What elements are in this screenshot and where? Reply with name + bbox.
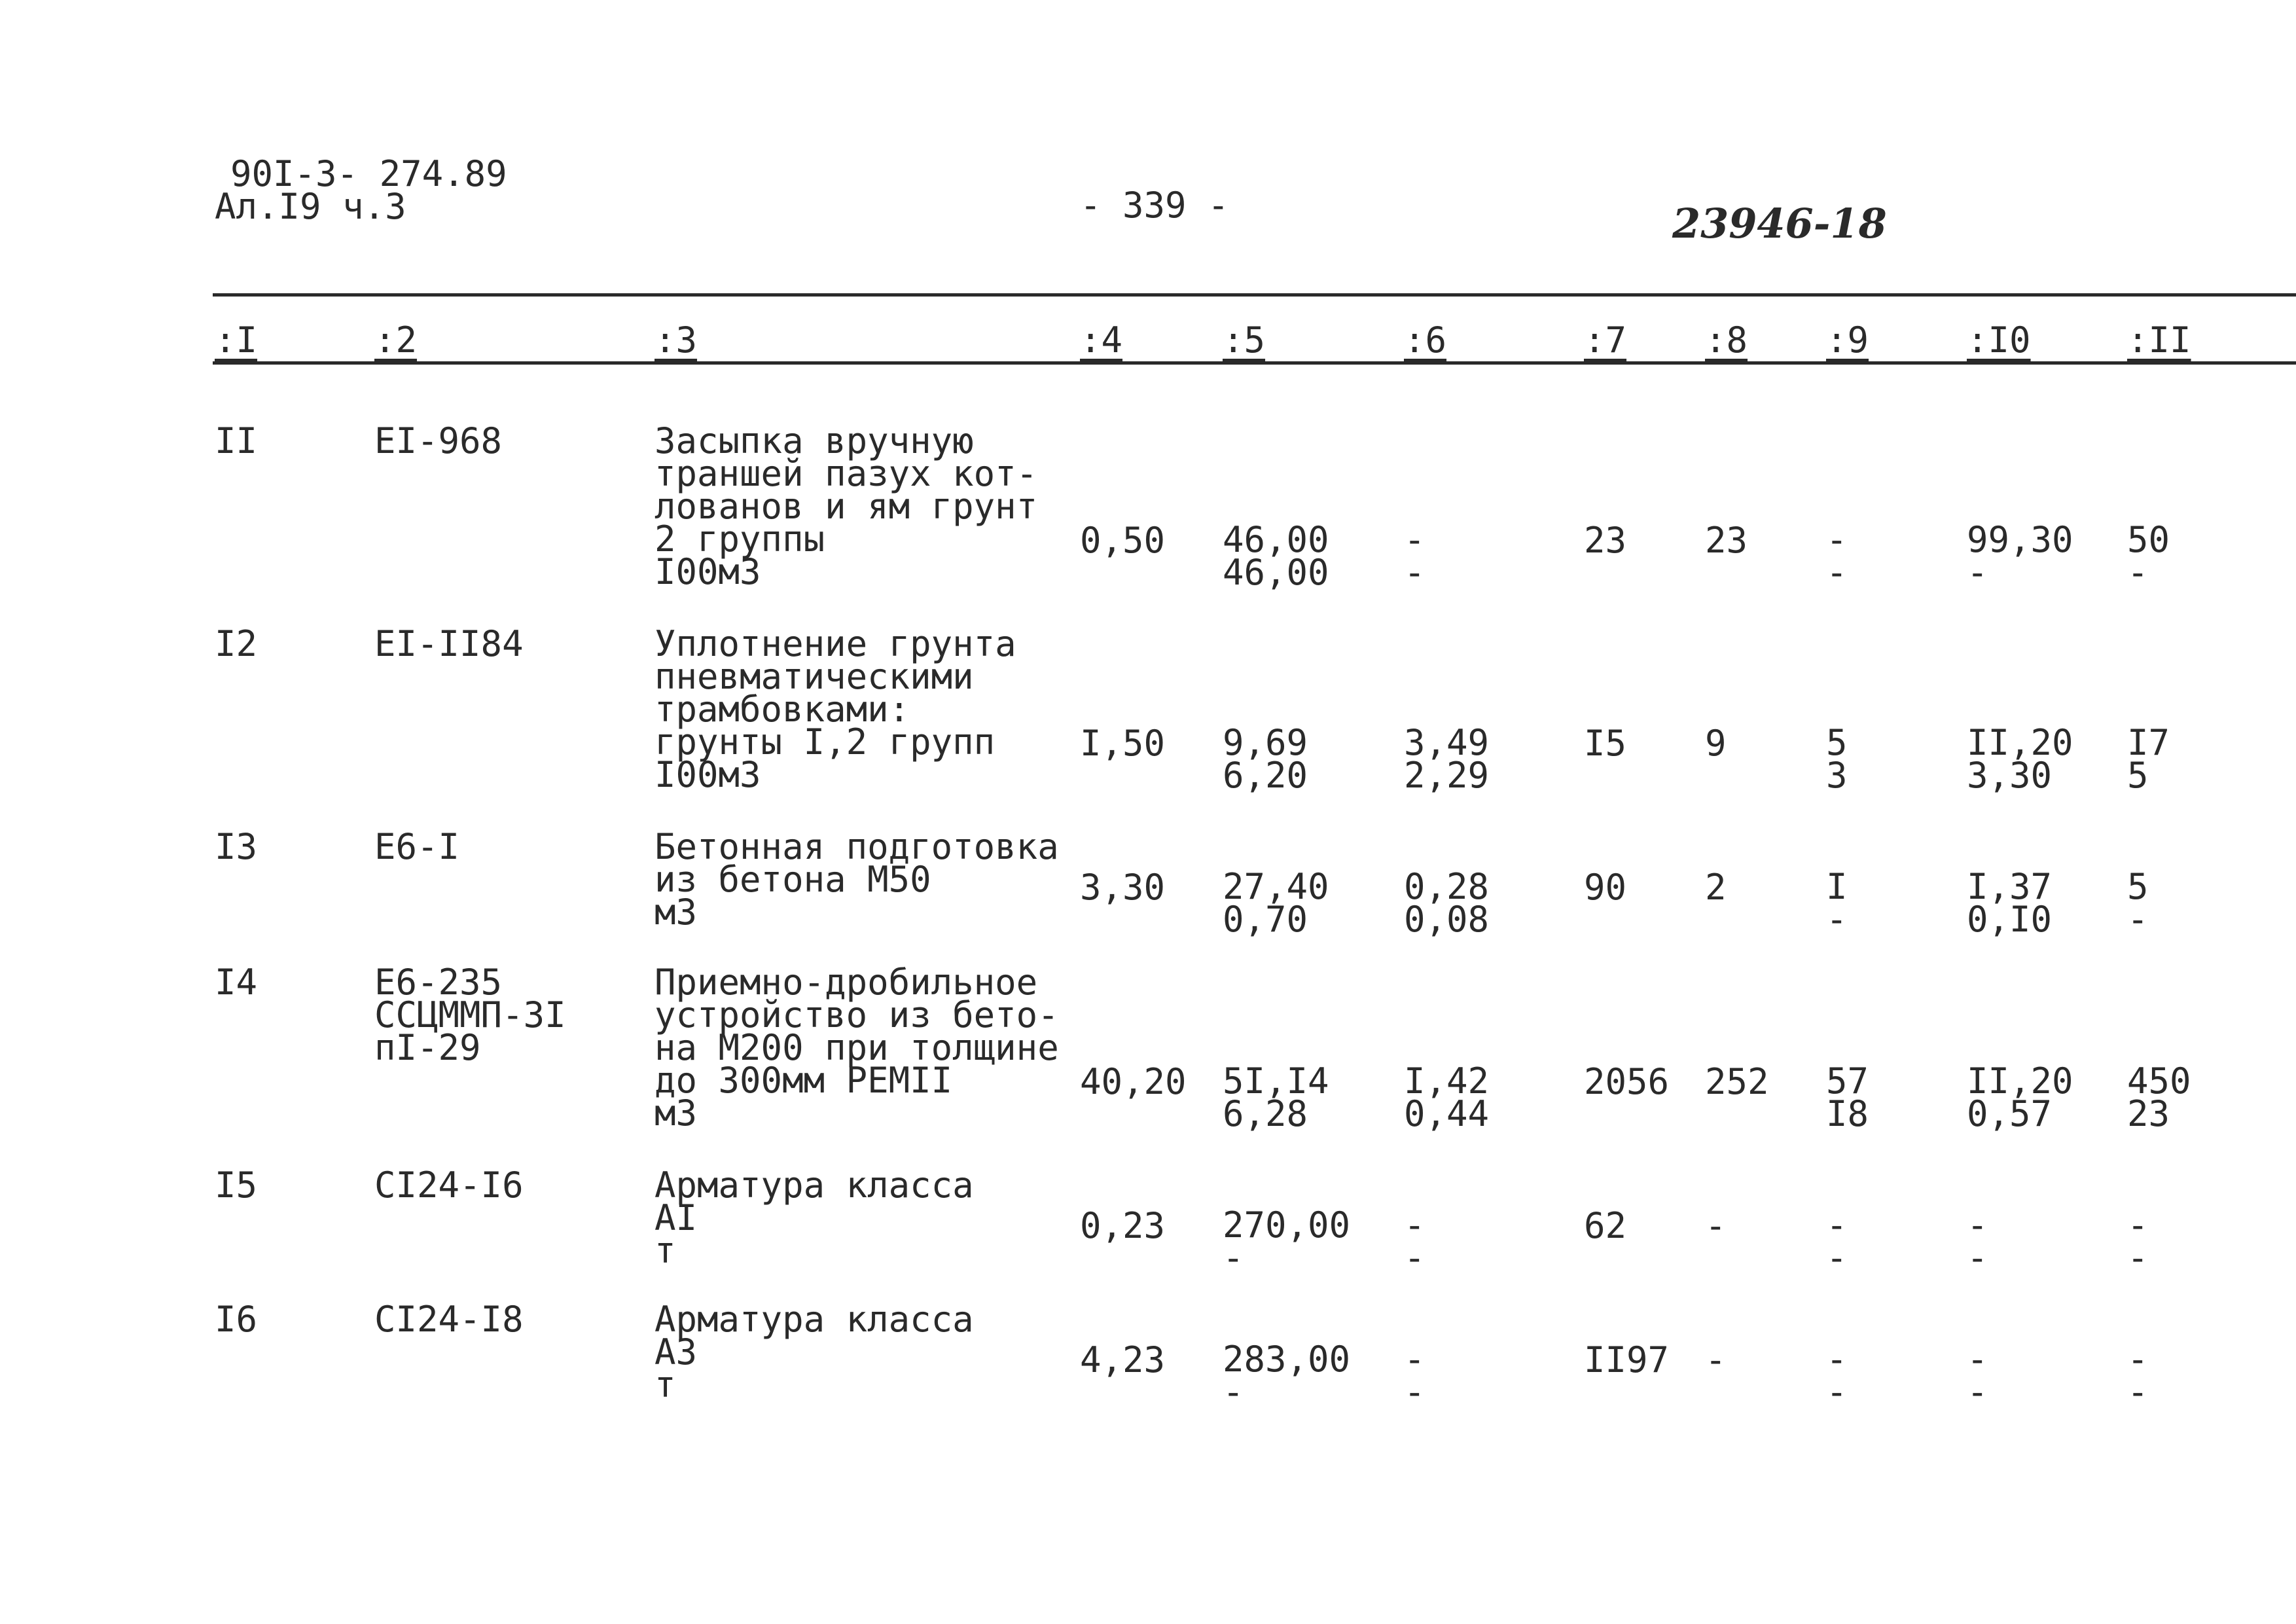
row-number: I4 — [215, 962, 258, 1003]
labor-unit-value: - — [1967, 1237, 1988, 1278]
labor-unit-value: II,20 — [1967, 1060, 2073, 1102]
row-number: I5 — [215, 1164, 258, 1206]
machine-cost-value: - — [1404, 1339, 1426, 1380]
labor-unit-value: - — [1967, 1371, 1988, 1413]
total-cost-value: 2056 — [1584, 1061, 1670, 1102]
unit-cost-value: 6,28 — [1223, 1093, 1308, 1134]
unit-cost-value: 27,40 — [1223, 866, 1329, 907]
work-description: Засыпка вручную — [655, 420, 974, 461]
column-header-7: :7 — [1584, 319, 1627, 361]
labor-unit-value: 0,I0 — [1967, 899, 2053, 940]
document-code: 90I-3- 274.89 — [230, 153, 507, 194]
work-description: Арматура класса — [655, 1299, 974, 1340]
machine-cost-value: 3,49 — [1404, 722, 1490, 763]
labor-total-value: - — [2127, 899, 2149, 940]
unit-cost-value: 283,00 — [1223, 1339, 1351, 1380]
work-description: 2 группы — [655, 518, 825, 560]
quantity-value: 3,30 — [1080, 867, 1166, 908]
column-header-2: :2 — [374, 319, 418, 361]
work-description: Арматура класса — [655, 1164, 974, 1206]
wage-value: 23 — [1705, 520, 1748, 561]
quantity-value: 0,50 — [1080, 520, 1166, 561]
labor-unit-value: - — [1967, 1204, 1988, 1246]
wage-value: 2 — [1705, 867, 1727, 908]
machine-cost-value: - — [1404, 519, 1426, 560]
quantity-value: I,50 — [1080, 723, 1166, 764]
total-cost-value: 23 — [1584, 520, 1627, 561]
album-reference: Ал.I9 ч.3 — [215, 186, 406, 227]
work-description: т — [655, 1364, 676, 1405]
work-description: м3 — [655, 892, 698, 933]
top-rule — [213, 293, 2296, 297]
machine-cost-value: 0,44 — [1404, 1093, 1490, 1134]
norm-code: EI-968 — [374, 420, 503, 461]
operation-value: I8 — [1826, 1093, 1869, 1134]
machine-cost-value: - — [1404, 1237, 1426, 1278]
unit-cost-value: - — [1223, 1371, 1244, 1413]
wage-value: 9 — [1705, 723, 1727, 764]
norm-code: CI24-I8 — [374, 1299, 524, 1340]
handwritten-number: 23946-18 — [1672, 200, 1887, 247]
norm-code: пI-29 — [374, 1027, 481, 1068]
column-header-1: :I — [215, 319, 258, 361]
norm-code: CI24-I6 — [374, 1164, 524, 1206]
labor-total-value: - — [2127, 1371, 2149, 1413]
machine-cost-value: I,42 — [1404, 1060, 1490, 1102]
column-header-10: :I0 — [1967, 319, 2031, 361]
total-cost-value: II97 — [1584, 1339, 1670, 1380]
row-number: I2 — [215, 623, 258, 664]
labor-unit-value: - — [1967, 552, 1988, 593]
work-description: м3 — [655, 1092, 698, 1134]
norm-code: E6-I — [374, 826, 460, 867]
work-description: устройство из бето- — [655, 994, 1059, 1036]
labor-unit-value: II,20 — [1967, 722, 2073, 763]
work-description: грунты I,2 групп — [655, 721, 996, 763]
machine-cost-value: 0,08 — [1404, 899, 1490, 940]
labor-total-value: - — [2127, 1237, 2149, 1278]
work-description: Уплотнение грунта — [655, 623, 1016, 664]
row-number: I6 — [215, 1299, 258, 1340]
operation-value: 3 — [1826, 755, 1848, 796]
operation-value: - — [1826, 519, 1848, 560]
machine-cost-value: - — [1404, 1371, 1426, 1413]
work-description: Приемно-дробильное — [655, 962, 1038, 1003]
labor-total-value: 5 — [2127, 755, 2149, 796]
labor-total-value: 5 — [2127, 866, 2149, 907]
operation-value: - — [1826, 552, 1848, 593]
column-header-9: :9 — [1826, 319, 1869, 361]
work-description: на М200 при толщине — [655, 1027, 1059, 1068]
unit-cost-value: 5I,I4 — [1223, 1060, 1329, 1102]
labor-total-value: 23 — [2127, 1093, 2170, 1134]
unit-cost-value: - — [1223, 1237, 1244, 1278]
labor-unit-value: 99,30 — [1967, 519, 2073, 560]
work-description: А3 — [655, 1331, 698, 1373]
unit-cost-value: 6,20 — [1223, 755, 1308, 796]
unit-cost-value: 270,00 — [1223, 1204, 1351, 1246]
work-description: I00м3 — [655, 754, 761, 795]
norm-code: ССЦММП-3I — [374, 994, 566, 1036]
column-header-8: :8 — [1705, 319, 1748, 361]
column-header-4: :4 — [1080, 319, 1123, 361]
unit-cost-value: 46,00 — [1223, 519, 1329, 560]
operation-value: - — [1826, 1371, 1848, 1413]
work-description: пневматическими — [655, 656, 974, 697]
wage-value: - — [1705, 1205, 1727, 1246]
total-cost-value: 62 — [1584, 1205, 1627, 1246]
labor-unit-value: - — [1967, 1339, 1988, 1380]
labor-total-value: 450 — [2127, 1060, 2191, 1102]
labor-total-value: 50 — [2127, 519, 2170, 560]
column-header-11: :II — [2127, 319, 2191, 361]
norm-code: E6-235 — [374, 962, 503, 1003]
labor-total-value: I7 — [2127, 722, 2170, 763]
wage-value: - — [1705, 1339, 1727, 1380]
work-description: Бетонная подготовка — [655, 826, 1059, 867]
column-header-3: :3 — [655, 319, 698, 361]
labor-unit-value: 3,30 — [1967, 755, 2053, 796]
unit-cost-value: 9,69 — [1223, 722, 1308, 763]
work-description: до 300мм РЕМII — [655, 1060, 953, 1101]
operation-value: I — [1826, 866, 1848, 907]
operation-value: 57 — [1826, 1060, 1869, 1102]
operation-value: - — [1826, 899, 1848, 940]
machine-cost-value: 2,29 — [1404, 755, 1490, 796]
total-cost-value: I5 — [1584, 723, 1627, 764]
row-number: II — [215, 420, 258, 461]
column-header-6: :6 — [1404, 319, 1447, 361]
page-number: - 339 - — [1080, 185, 1229, 226]
unit-cost-value: 46,00 — [1223, 552, 1329, 593]
labor-total-value: - — [2127, 1204, 2149, 1246]
labor-total-value: - — [2127, 1339, 2149, 1380]
quantity-value: 4,23 — [1080, 1339, 1166, 1380]
work-description: т — [655, 1230, 676, 1271]
norm-code: EI-II84 — [374, 623, 524, 664]
column-header-5: :5 — [1223, 319, 1266, 361]
operation-value: - — [1826, 1204, 1848, 1246]
work-description: АI — [655, 1197, 698, 1238]
labor-unit-value: I,37 — [1967, 866, 2053, 907]
row-number: I3 — [215, 826, 258, 867]
work-description: траншей пазух кот- — [655, 453, 1038, 494]
operation-value: - — [1826, 1339, 1848, 1380]
labor-unit-value: 0,57 — [1967, 1093, 2053, 1134]
operation-value: 5 — [1826, 722, 1848, 763]
quantity-value: 40,20 — [1080, 1061, 1187, 1102]
machine-cost-value: - — [1404, 1204, 1426, 1246]
labor-total-value: - — [2127, 552, 2149, 593]
wage-value: 252 — [1705, 1061, 1769, 1102]
total-cost-value: 90 — [1584, 867, 1627, 908]
work-description: трамбовками: — [655, 689, 910, 730]
work-description: лованов и ям грунт — [655, 486, 1038, 527]
work-description: I00м3 — [655, 551, 761, 592]
unit-cost-value: 0,70 — [1223, 899, 1308, 940]
quantity-value: 0,23 — [1080, 1205, 1166, 1246]
work-description: из бетона М50 — [655, 859, 931, 900]
operation-value: - — [1826, 1237, 1848, 1278]
header-rule — [213, 361, 2296, 365]
machine-cost-value: 0,28 — [1404, 866, 1490, 907]
machine-cost-value: - — [1404, 552, 1426, 593]
